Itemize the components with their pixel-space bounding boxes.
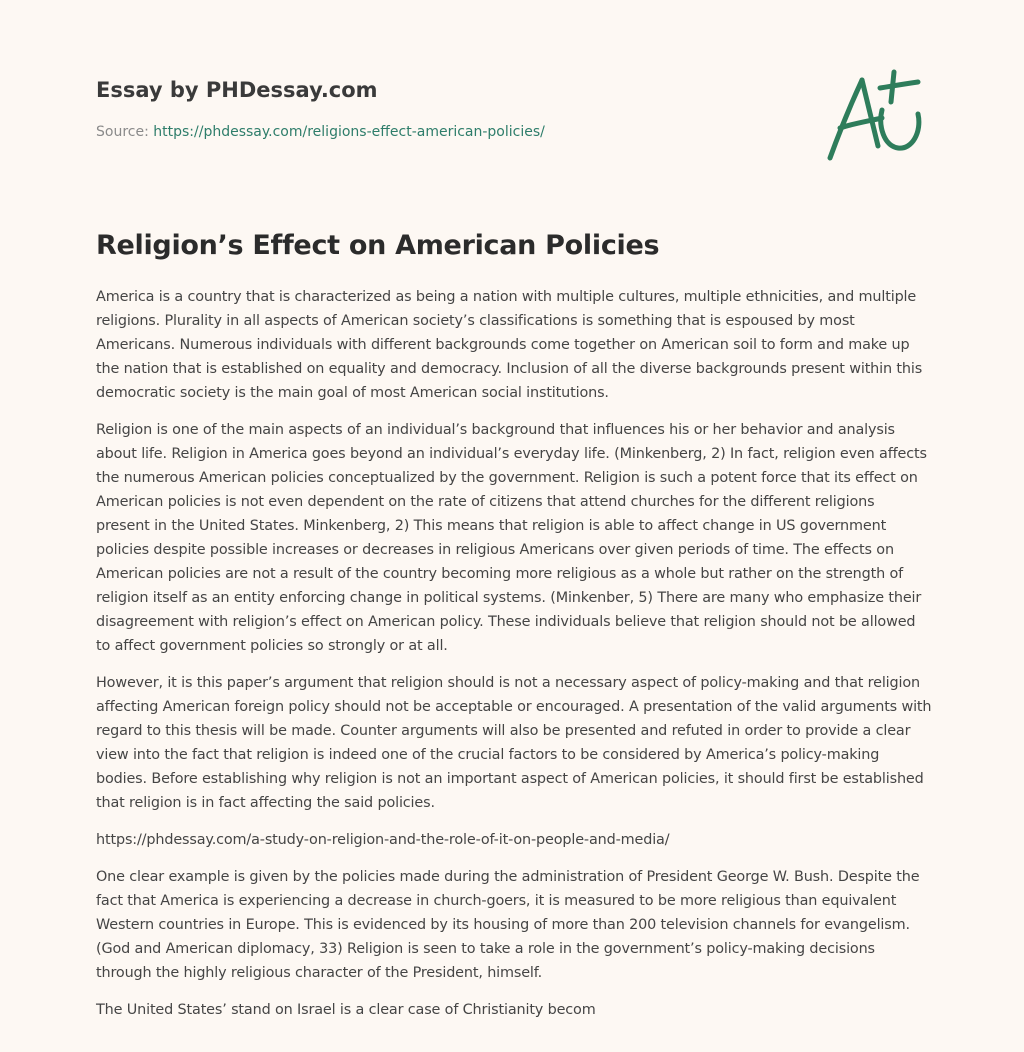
a-plus-logo-icon <box>820 66 930 166</box>
paragraph: One clear example is given by the policies made during the administration of President George W. Bush. Despite the fact that America is experiencing a decrease in church-goers, it is measured to be more religious than equivalent Western countries in Europe. This is evidenced by its housing of more than 200 television channels for evangelism. (God and American diplomacy, 33) Religion is seen to take a role in the government’s policy-making decisions through the highly religious character of the President, himself. <box>96 869 920 981</box>
essay-body <box>96 285 932 1035</box>
source-label: Source: <box>96 124 149 140</box>
source-link[interactable]: https://phdessay.com/religions-effect-american-policies/ <box>153 124 545 140</box>
related-essay-link[interactable]: https://phdessay.com/a-study-on-religion-and-the-role-of-it-on-people-and-media/ <box>96 832 670 848</box>
paragraph: The United States’ stand on Israel is a clear case of Christianity becom <box>96 1002 596 1018</box>
paragraph: Religion is one of the main aspects of an individual’s background that influences his or her behavior and analysis about life. Religion in America goes beyond an individual’s everyday life. (Minkenberg, 2) In fact, religion even affects the numerous American policies conceptualized by the government. Religion is such a potent force that its effect on American policies is not even dependent on the rate of citizens that attend churches for the different religions present in the United States. Minkenberg, 2) This means that religion is able to affect change in US government policies despite possible increases or decreases in religious Americans over given periods of time. The effects on American policies are not a result of the country becoming more religious as a whole but rather on the strength of religion itself as an entity enforcing change in political systems. (Minkenber, 5) There are many who emphasize their disagreement with religion’s effect on American policy. These individuals believe that religion should not be allowed to affect government policies so strongly or at all. <box>96 422 927 654</box>
paragraph: However, it is this paper’s argument that religion should is not a necessary aspect of policy-making and that religion affecting American foreign policy should not be acceptable or encouraged. A presentation of the valid arguments with regard to this thesis will be made. Counter arguments will also be presented and refuted in order to provide a clear view into the fact that religion is indeed one of the crucial factors to be considered by America’s policy-making bodies. Before establishing why religion is not an important aspect of American policies, it should first be established that religion is in fact affecting the said policies. <box>96 675 932 811</box>
paragraph: America is a country that is characterized as being a nation with multiple cultures, multiple ethnicities, and multiple religions. Plurality in all aspects of American society’s classifications is something that is espoused by most Americans. Numerous individuals with different backgrounds come together on American soil to form and make up the nation that is established on equality and democracy. Inclusion of all the diverse backgrounds present within this democratic society is the main goal of most American social institutions. <box>96 289 923 401</box>
source-line <box>96 122 816 142</box>
site-title: Essay by PHDessay.com <box>96 78 378 102</box>
page-header <box>96 74 816 142</box>
essay-title: Religion’s Effect on American Policies <box>96 230 660 261</box>
